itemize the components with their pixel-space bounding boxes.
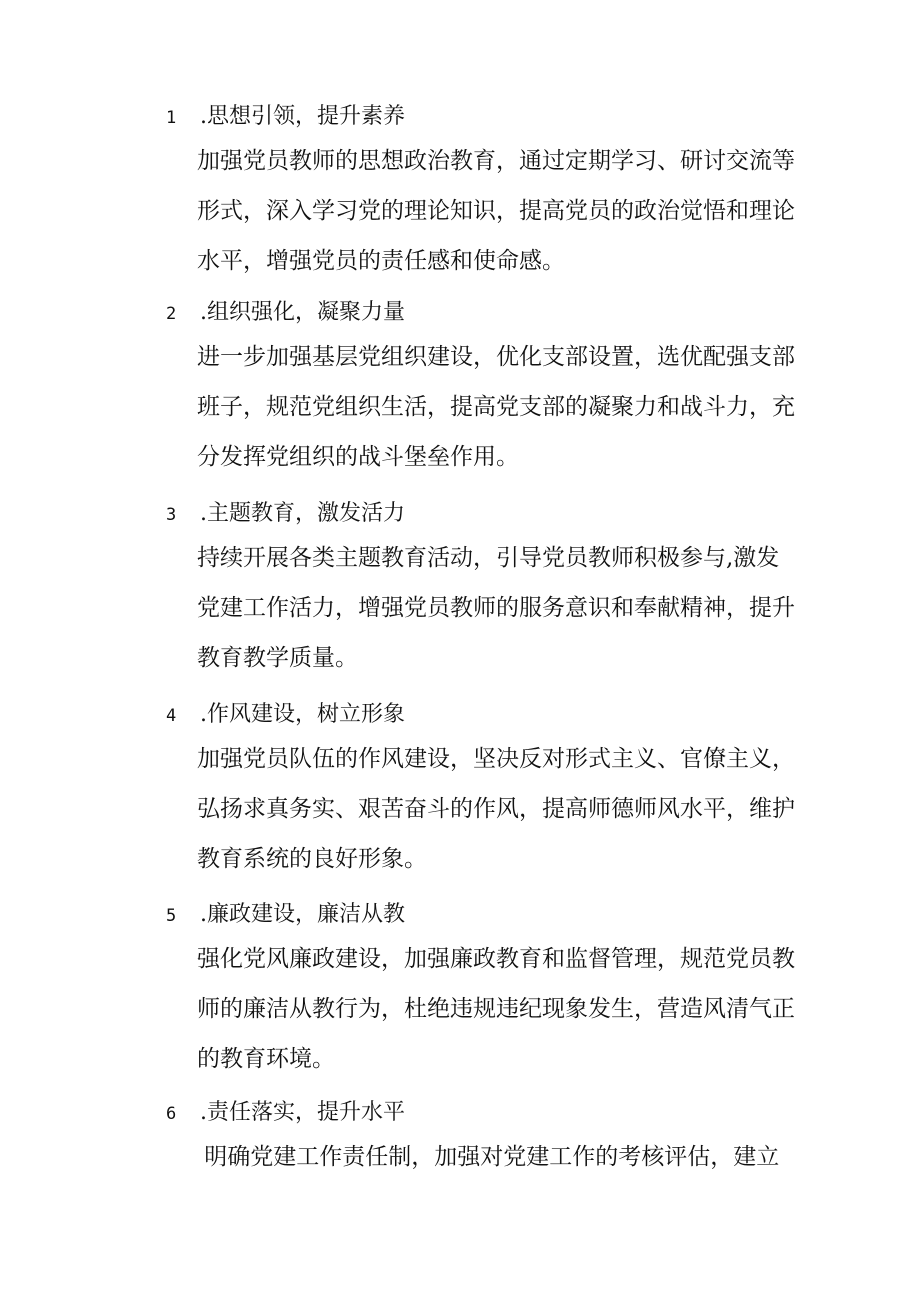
paragraph-line: 加强党员教师的思想政治教育，通过定期学习、研讨交流等 xyxy=(197,148,795,174)
paragraph-line: 师的廉洁从教行为，杜绝违规违纪现象发生，营造风清气正 xyxy=(197,996,795,1022)
paragraph-line: 班子，规范党组织生活，提高党支部的凝聚力和战斗力，充 xyxy=(197,394,795,420)
section-number: 6 xyxy=(166,1104,177,1124)
section-paragraph xyxy=(197,533,797,683)
section-title: .主题教育，激发活力 xyxy=(200,501,405,526)
paragraph-line: 加强党员队伍的作风建设，坚决反对形式主义、官僚主义， xyxy=(197,746,795,772)
section-heading xyxy=(166,296,405,330)
section-heading xyxy=(166,497,405,531)
section-paragraph xyxy=(197,332,797,482)
section-number: 5 xyxy=(166,906,177,926)
section-title: .作风建设，树立形象 xyxy=(200,702,405,727)
paragraph-line: 强化党风廉政建设，加强廉政教育和监督管理，规范党员教 xyxy=(197,946,795,972)
paragraph-line: 教育系统的良好形象。 xyxy=(197,846,427,872)
section-heading xyxy=(166,100,405,134)
paragraph-line: 教育教学质量。 xyxy=(197,645,358,671)
section-title: .组织强化，凝聚力量 xyxy=(200,300,405,325)
paragraph-line: 弘扬求真务实、艰苦奋斗的作风，提高师德师风水平，维护 xyxy=(197,796,795,822)
section-number: 4 xyxy=(166,706,177,726)
section-number: 2 xyxy=(166,304,177,324)
section-paragraph xyxy=(197,136,797,286)
section-title: .廉政建设，廉洁从教 xyxy=(200,902,405,927)
paragraph-line: 进一步加强基层党组织建设，优化支部设置，选优配强支部 xyxy=(197,344,795,370)
section-title: .责任落实，提升水平 xyxy=(200,1100,405,1125)
paragraph-line: 明确党建工作责任制，加强对党建工作的考核评估，建立 xyxy=(197,1144,780,1170)
paragraph-line: 水平，增强党员的责任感和使命感。 xyxy=(197,248,565,274)
paragraph-line: 形式，深入学习党的理论知识，提高党员的政治觉悟和理论 xyxy=(197,198,795,224)
paragraph-line: 分发挥党组织的战斗堡垒作用。 xyxy=(197,444,519,470)
paragraph-line: 党建工作活力，增强党员教师的服务意识和奉献精神，提升 xyxy=(197,595,795,621)
section-title: .思想引领，提升素养 xyxy=(200,104,405,129)
section-heading xyxy=(166,1096,405,1130)
paragraph-line: 的教育环境。 xyxy=(197,1046,335,1072)
section-number: 3 xyxy=(166,505,177,525)
section-paragraph xyxy=(197,934,797,1084)
section-number: 1 xyxy=(166,108,177,128)
section-paragraph xyxy=(197,1132,797,1182)
section-heading xyxy=(166,698,405,732)
section-heading xyxy=(166,898,405,932)
paragraph-line: 持续开展各类主题教育活动，引导党员教师积极参与,激发 xyxy=(197,545,780,571)
section-paragraph xyxy=(197,734,797,884)
